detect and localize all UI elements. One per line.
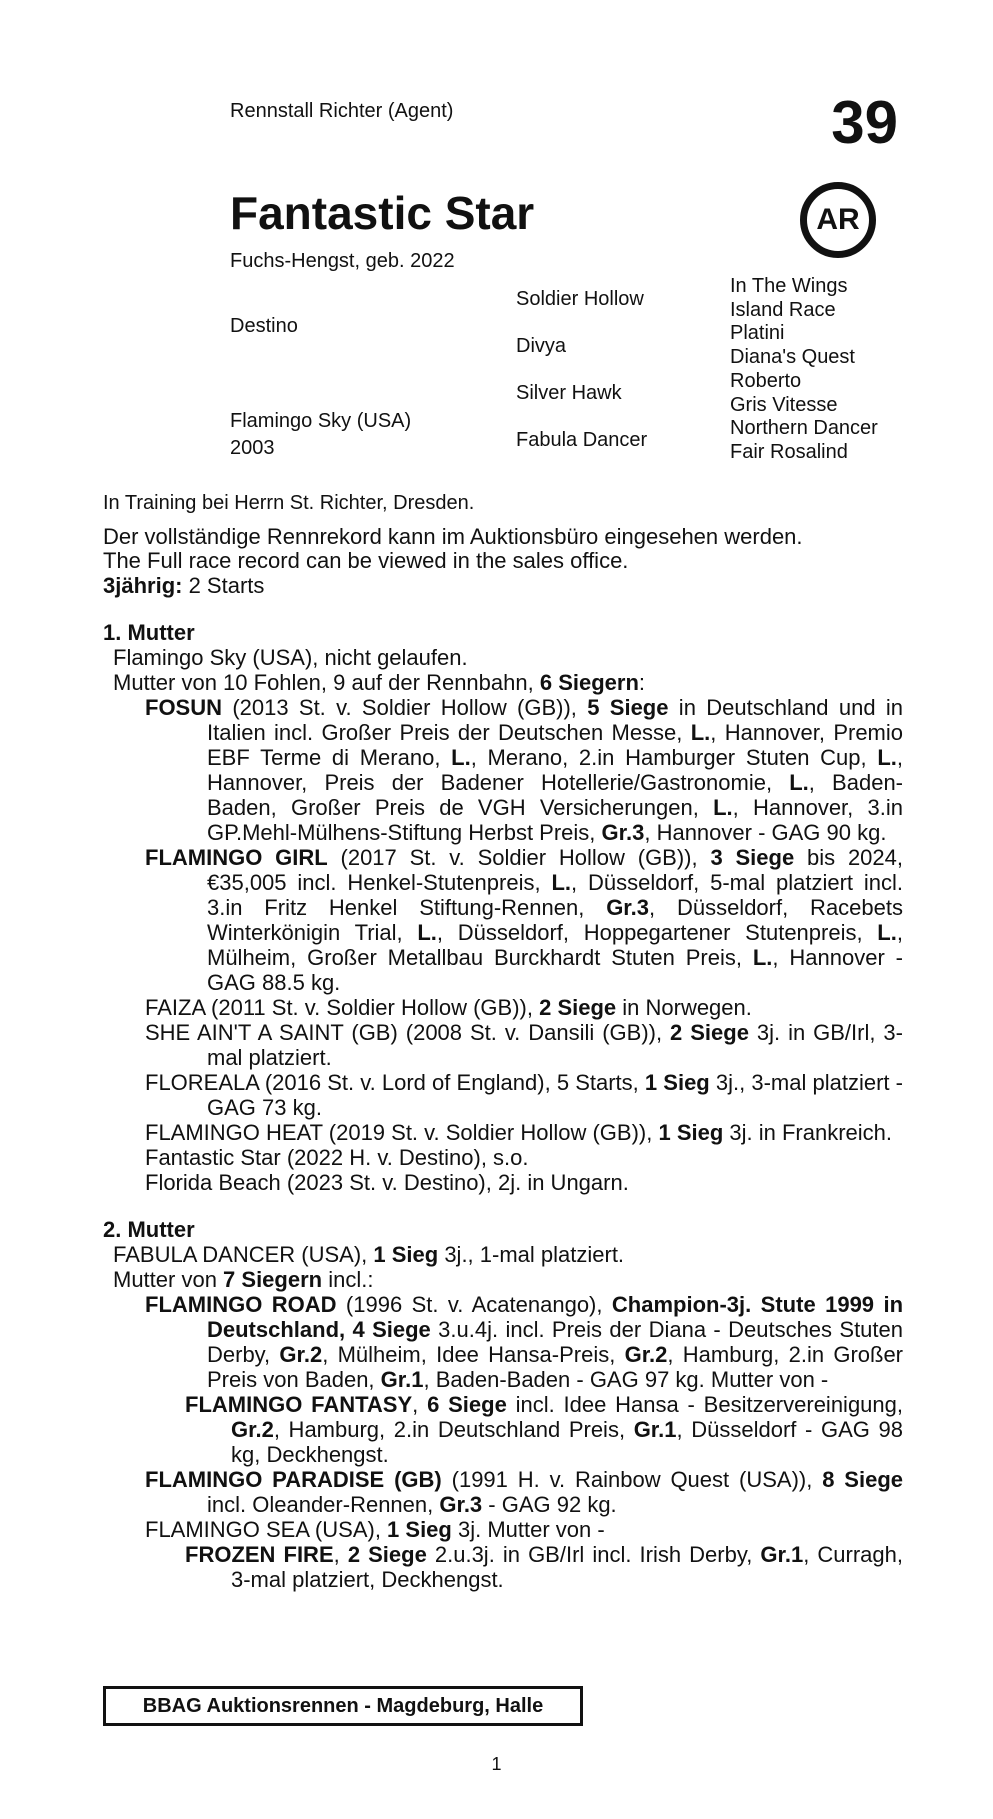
pedigree-grandparent: Soldier Hollow (516, 288, 644, 310)
page-number: 1 (491, 1754, 502, 1774)
offspring-entry: FLOREALA (2016 St. v. Lord of England), 5 Starts, 1 Sieg 3j., 3-mal platziert - GAG 73 kg. (145, 1070, 903, 1120)
auction-race-box (103, 1686, 583, 1726)
offspring-entry: FLAMINGO SEA (USA), 1 Sieg 3j. Mutter von - (145, 1517, 605, 1542)
pedigree-sire: Destino (230, 315, 298, 337)
offspring-entry: Florida Beach (2023 St. v. Destino), 2j. in Ungarn. (145, 1170, 629, 1195)
pedigree-great-grandparent: Gris Vitesse (730, 394, 838, 416)
training-info: In Training bei Herrn St. Richter, Dresden. (103, 492, 475, 514)
offspring-entry: FOSUN (2013 St. v. Soldier Hollow (GB)), 5 Siege in Deutschland und in Italien incl. Großer Preis der Deutschen Messe, L., Hannover, Premio EBF Terme di Merano, L., Merano, 2.in Hamburger Stuten Cup, L., Hannover, Preis der Badener Hotellerie/Gastronomie, L., Baden-Baden, Großer Preis de VGH Versicherungen, L., Hannover, 3.in GP.Mehl-Mülhens-Stiftung Herbst Preis, Gr.3, Hannover - GAG 90 kg. (145, 695, 903, 845)
pedigree-dam-year: 2003 (230, 437, 275, 459)
starts-summary: 3jährig: 2 Starts (103, 573, 265, 598)
pedigree-great-grandparent: Fair Rosalind (730, 441, 848, 463)
pedigree-grandparent: Divya (516, 335, 567, 357)
record-note-de: Der vollständige Rennrekord kann im Auktionsbüro eingesehen werden. (103, 524, 803, 549)
record-note-en: The Full race record can be viewed in the sales office. (103, 548, 629, 573)
offspring-entry: SHE AIN'T A SAINT (GB) (2008 St. v. Dansili (GB)), 2 Siege 3j. in GB/Irl, 3-mal platziert. (145, 1020, 903, 1070)
pedigree-dam: Flamingo Sky (USA) (230, 410, 412, 432)
pedigree-grandparent: Fabula Dancer (516, 429, 648, 451)
dam-produce-line: Mutter von 10 Fohlen, 9 auf der Rennbahn, 6 Siegern: (113, 670, 646, 695)
pedigree-grandparent: Silver Hawk (516, 382, 622, 404)
pedigree-great-grandparent: Island Race (730, 299, 836, 321)
offspring-entry: FLAMINGO PARADISE (GB) (1991 H. v. Rainbow Quest (USA)), 8 Siege incl. Oleander-Rennen, Gr.3 - GAG 92 kg. (145, 1467, 903, 1517)
pedigree-great-grandparent: Platini (730, 322, 785, 344)
grand-offspring-entry: FLAMINGO FANTASY, 6 Siege incl. Idee Hansa - Besitzervereinigung, Gr.2, Hamburg, 2.in Deutschland Preis, Gr.1, Düsseldorf - GAG 98 kg, Deckhengst. (185, 1392, 903, 1467)
dam-line: FABULA DANCER (USA), 1 Sieg 3j., 1-mal platziert. (113, 1242, 625, 1267)
offspring-entry: FLAMINGO GIRL (2017 St. v. Soldier Hollow (GB)), 3 Siege bis 2024, €35,005 incl. Henkel-Stutenpreis, L., Düsseldorf, 5-mal platziert incl. 3.in Fritz Henkel Stiftung-Rennen, Gr.3, Düsseldorf, Racebets Winterkönigin Trial, L., Düsseldorf, Hoppegartener Stutenpreis, L., Mülheim, Großer Metallbau Burckhardt Stuten Preis, L., Hannover - GAG 88.5 kg. (145, 845, 903, 995)
pedigree-great-grandparent: Roberto (730, 370, 802, 392)
dam-line: Flamingo Sky (USA), nicht gelaufen. (113, 645, 468, 670)
ar-badge (800, 182, 876, 258)
ar-badge-label: AR (816, 203, 860, 236)
pedigree-great-grandparent: Diana's Quest (730, 346, 855, 368)
grand-offspring-entry: FROZEN FIRE, 2 Siege 2.u.3j. in GB/Irl incl. Irish Derby, Gr.1, Curragh, 3-mal platziert, Deckhengst. (185, 1542, 903, 1592)
pedigree-great-grandparent: In The Wings (730, 275, 848, 297)
lot-number: 39 (831, 89, 898, 156)
dam-produce-line: Mutter von 7 Siegern incl.: (113, 1267, 374, 1292)
auction-race-label: BBAG Auktionsrennen - Magdeburg, Halle (142, 1694, 544, 1717)
offspring-entry: FLAMINGO ROAD (1996 St. v. Acatenango), Champion-3j. Stute 1999 in Deutschland, 4 Siege 3.u.4j. incl. Preis der Diana - Deutsches Stuten Derby, Gr.2, Mülheim, Idee Hansa-Preis, Gr.2, Hamburg, 2.in Großer Preis von Baden, Gr.1, Baden-Baden - GAG 97 kg. Mutter von - (145, 1292, 904, 1392)
pedigree-great-grandparent: Northern Dancer (730, 417, 878, 439)
offspring-entry: FAIZA (2011 St. v. Soldier Hollow (GB)), 2 Siege in Norwegen. (145, 995, 752, 1020)
offspring-entry: FLAMINGO HEAT (2019 St. v. Soldier Hollow (GB)), 1 Sieg 3j. in Frankreich. (145, 1120, 893, 1145)
section-heading: 2. Mutter (103, 1217, 195, 1242)
offspring-entry: Fantastic Star (2022 H. v. Destino), s.o. (145, 1145, 529, 1170)
horse-description: Fuchs-Hengst, geb. 2022 (230, 250, 455, 272)
horse-name: Fantastic Star (230, 187, 535, 239)
family-section (103, 620, 903, 1592)
agent-name: Rennstall Richter (Agent) (230, 100, 454, 122)
section-heading: 1. Mutter (103, 620, 195, 645)
